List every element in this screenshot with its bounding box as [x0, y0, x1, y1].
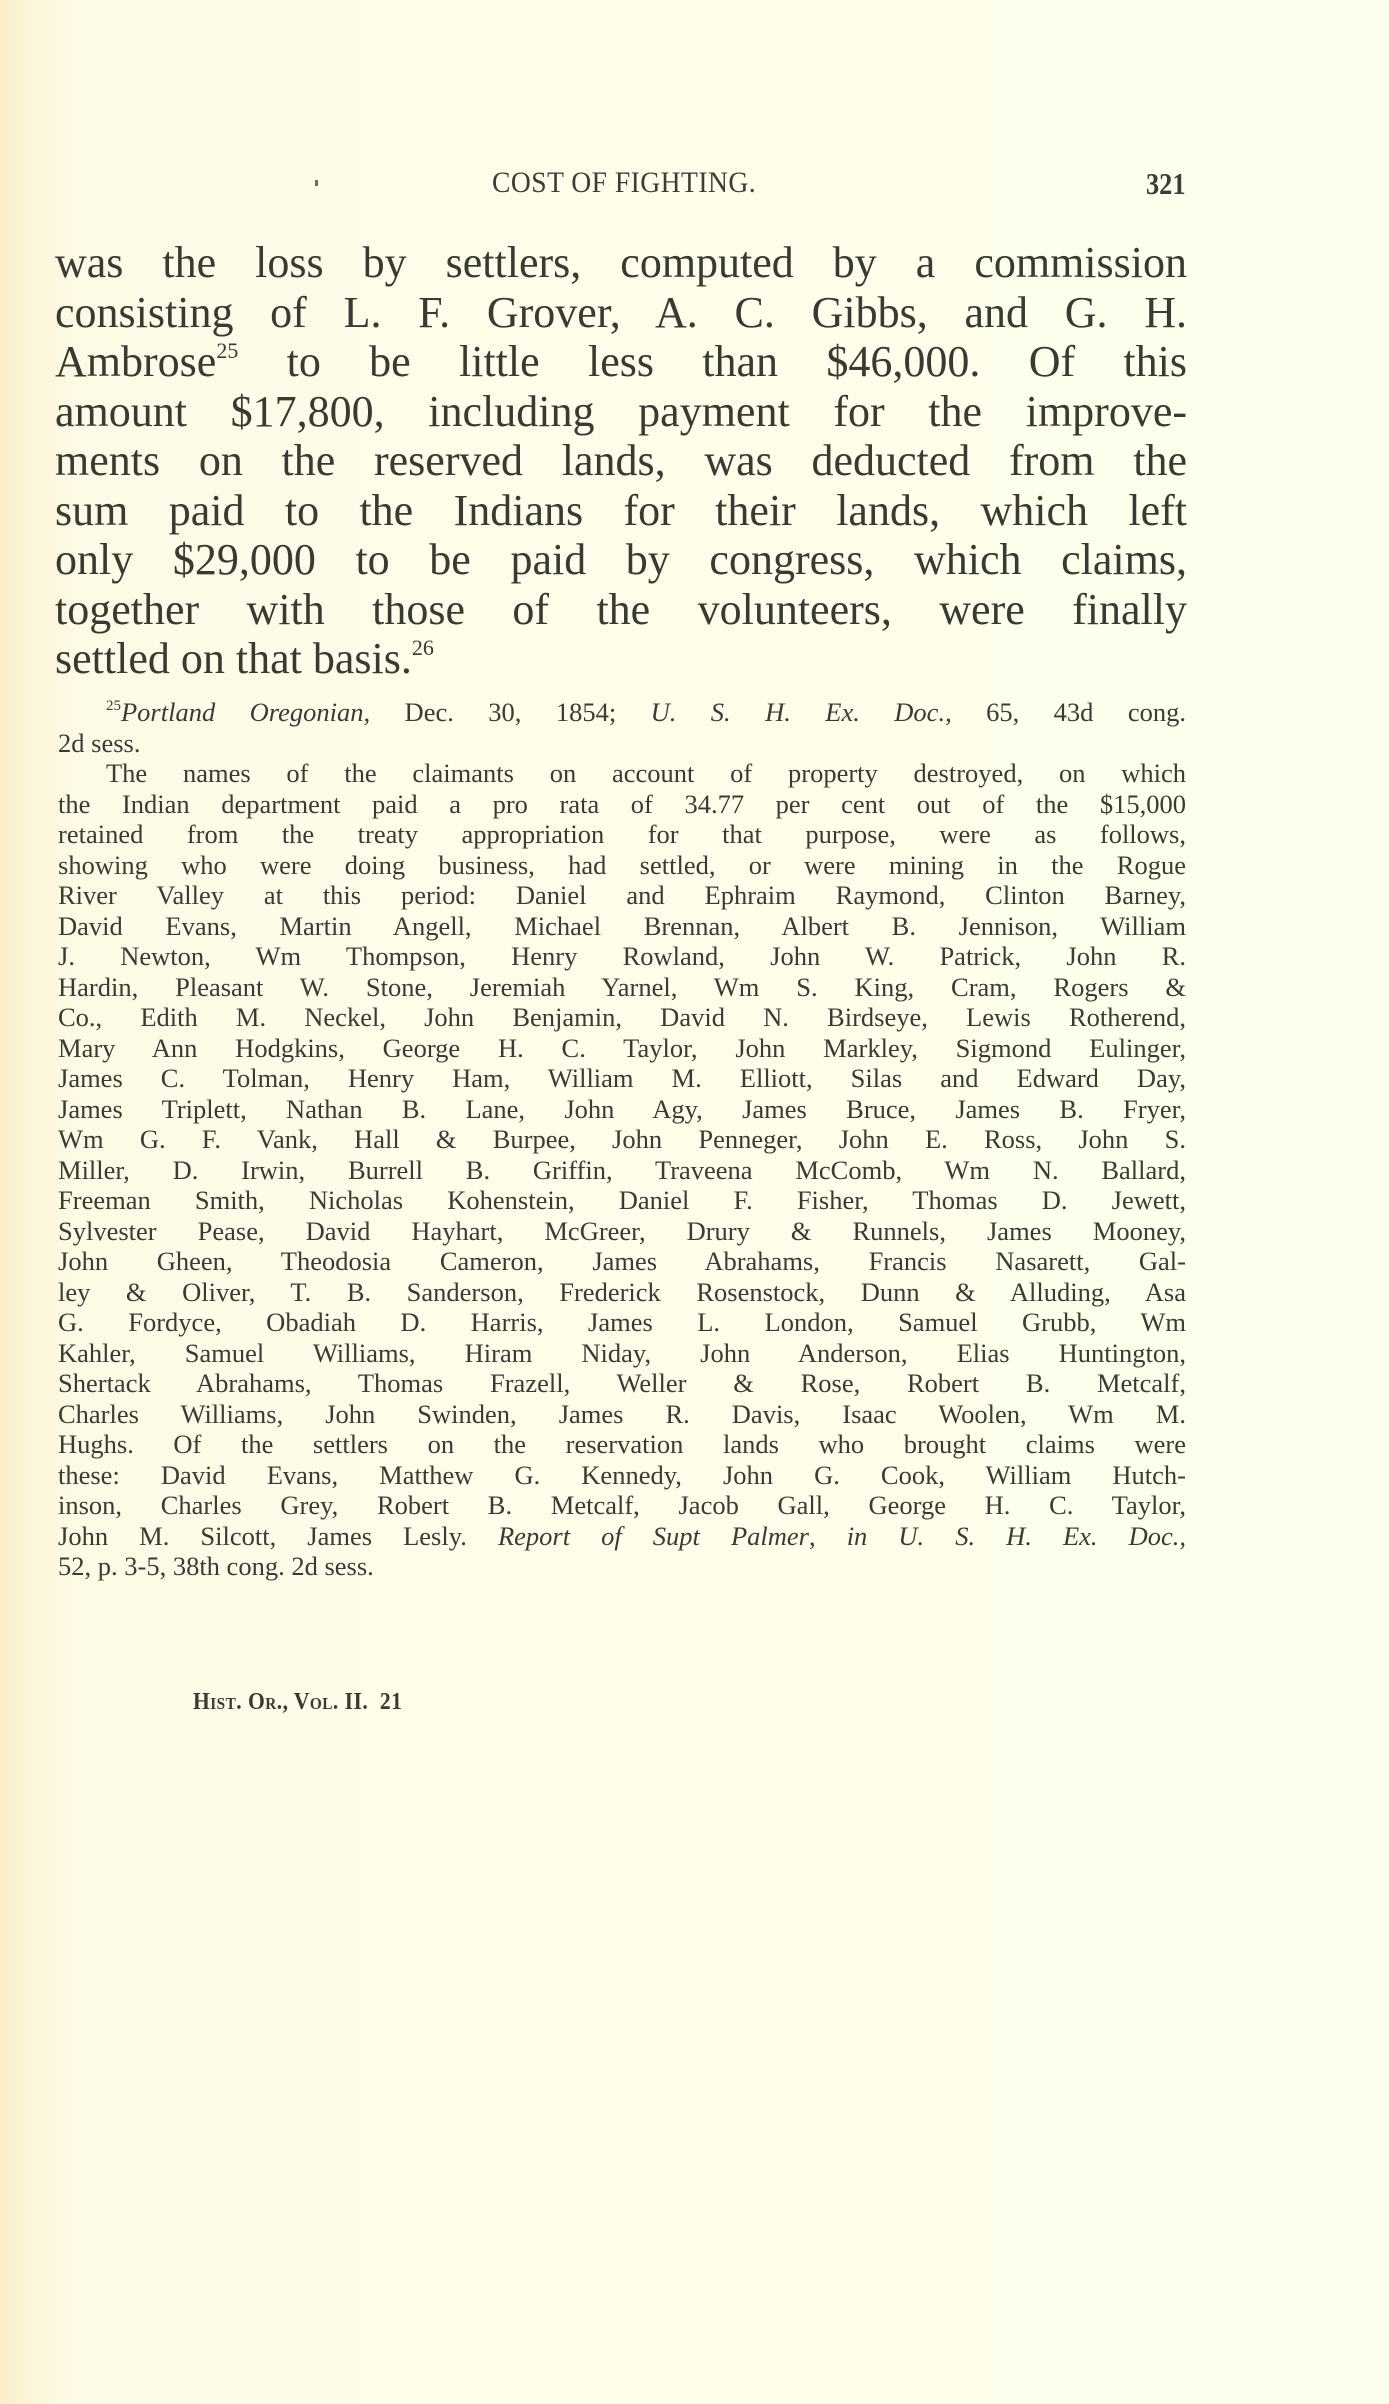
footnote-25-line	[58, 697, 1186, 728]
footnote-text: John M. Silcott, James Lesly.	[58, 1520, 498, 1551]
footnote-line: Mary Ann Hodgkins, George H. C. Taylor, John Markley, Sigmond Eulinger,	[58, 1032, 1186, 1063]
citation-title: U. S. H. Ex. Doc.,	[650, 697, 952, 727]
signature-number: 21	[379, 1689, 403, 1715]
main-paragraph	[55, 238, 1187, 684]
footnote-line: River Valley at this period: Daniel and Ephraim Raymond, Clinton Barney,	[58, 880, 1186, 910]
footnote-line: J. Newton, Wm Thompson, Henry Rowland, John W. Patrick, John R.	[58, 941, 1186, 971]
body-line: ments on the reserved lands, was deducted from the	[55, 436, 1187, 485]
footnote-line: Hardin, Pleasant W. Stone, Jeremiah Yarnel, Wm S. King, Cram, Rogers &	[58, 971, 1186, 1002]
footnote-line: David Evans, Martin Angell, Michael Brennan, Albert B. Jennison, William	[58, 910, 1186, 941]
page-number: 321	[1145, 166, 1185, 201]
footnote-line: ley & Oliver, T. B. Sanderson, Frederick Rosenstock, Dunn & Alluding, Asa	[58, 1276, 1186, 1307]
footnote-line: Shertack Abrahams, Thomas Frazell, Weller & Rose, Robert B. Metcalf,	[58, 1368, 1186, 1398]
body-text-fragment: Ambrose	[55, 337, 217, 386]
footnote-line: 2d sess.	[58, 727, 141, 758]
citation-title: Portland Oregonian,	[121, 697, 371, 727]
footnote-line: James C. Tolman, Henry Ham, William M. Elliott, Silas and Edward Day,	[58, 1063, 1186, 1093]
citation-title: Report of Supt Palmer	[497, 1520, 809, 1551]
footnote-text: ,	[809, 1520, 847, 1551]
body-line: amount $17,800, including payment for the improve-	[55, 386, 1187, 436]
printer-signature-mark	[193, 1689, 402, 1716]
body-line	[55, 634, 1187, 684]
body-line: sum paid to the Indians for their lands, which left	[55, 485, 1187, 535]
body-line: together with those of the volunteers, were finally	[55, 584, 1187, 634]
footnote-line: Miller, D. Irwin, Burrell B. Griffin, Traveena McComb, Wm N. Ballard,	[58, 1154, 1186, 1185]
running-head	[55, 166, 1185, 206]
body-line: only $29,000 to be paid by congress, which claims,	[55, 535, 1187, 584]
citation-text: Dec. 30, 1854;	[370, 697, 651, 727]
footnote-line: The names of the claimants on account of property destroyed, on which	[106, 758, 1186, 788]
citation-title: in U. S. H. Ex. Doc.,	[846, 1520, 1186, 1551]
footnote-line: the Indian department paid a pro rata of 34.77 per cent out of the $15,000	[58, 788, 1186, 819]
footnote-line: John Gheen, Theodosia Cameron, James Abrahams, Francis Nasarett, Gal-	[58, 1246, 1186, 1276]
footnote-line	[58, 1521, 1186, 1552]
body-text-fragment: to be little less than $46,000. Of this	[286, 337, 1188, 386]
body-line: was the loss by settlers, computed by a commission	[55, 238, 1187, 287]
body-line: consisting of L. F. Grover, A. C. Gibbs, and G. H.	[55, 287, 1187, 337]
running-head-title: COST OF FIGHTING.	[492, 166, 757, 199]
footnote-line: Hughs. Of the settlers on the reservation lands who brought claims were	[58, 1429, 1186, 1459]
citation-text: 65, 43d cong.	[951, 697, 1186, 727]
print-speck	[315, 180, 318, 186]
footnote-reference-25[interactable]: 25	[216, 338, 239, 363]
footnote-line: Kahler, Samuel Williams, Hiram Niday, John Anderson, Elias Huntington,	[58, 1337, 1186, 1368]
footnote-line: Sylvester Pease, David Hayhart, McGreer, Drury & Runnels, James Mooney,	[58, 1215, 1186, 1246]
body-text-fragment: settled on that basis.	[55, 634, 412, 683]
footnote-reference-26[interactable]: 26	[411, 635, 434, 660]
footnote-line: Wm G. F. Vank, Hall & Burpee, John Penneger, John E. Ross, John S.	[58, 1124, 1186, 1154]
footnote-line: Charles Williams, John Swinden, James R. Davis, Isaac Woolen, Wm M.	[58, 1398, 1186, 1429]
footnote-line: these: David Evans, Matthew G. Kennedy, John G. Cook, William Hutch-	[58, 1459, 1186, 1490]
footnote-number: 25	[106, 698, 121, 714]
footnote-line: inson, Charles Grey, Robert B. Metcalf, Jacob Gall, George H. C. Taylor,	[58, 1490, 1186, 1520]
footnote-line: James Triplett, Nathan B. Lane, John Agy, James Bruce, James B. Fryer,	[58, 1093, 1186, 1124]
signature-text: Hist. Or., Vol. II.	[193, 1689, 369, 1715]
footnote-line: showing who were doing business, had settled, or were mining in the Rogue	[58, 849, 1186, 880]
footnote-line: Co., Edith M. Neckel, John Benjamin, David N. Birdseye, Lewis Rotherend,	[58, 1002, 1186, 1032]
footnote-line: Freeman Smith, Nicholas Kohenstein, Daniel F. Fisher, Thomas D. Jewett,	[58, 1185, 1186, 1215]
footnote-line: retained from the treaty appropriation for that purpose, were as follows,	[58, 819, 1186, 849]
body-line	[55, 337, 1187, 387]
footnote-section	[58, 697, 1186, 1582]
footnote-line: G. Fordyce, Obadiah D. Harris, James L. London, Samuel Grubb, Wm	[58, 1307, 1186, 1337]
footnote-line: 52, p. 3-5, 38th cong. 2d sess.	[58, 1551, 374, 1581]
